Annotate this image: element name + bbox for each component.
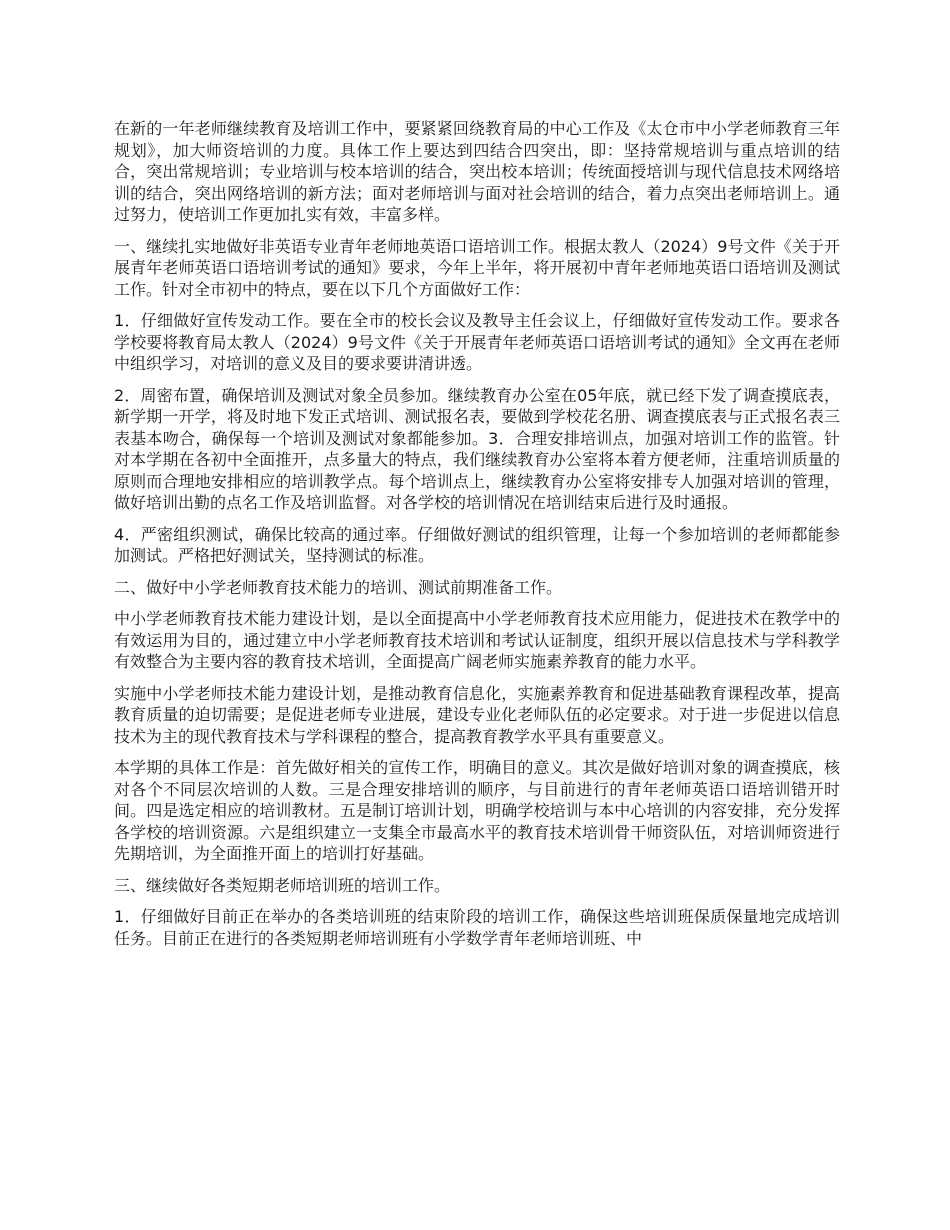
paragraph-section-1-item-1: 1．仔细做好宣传发动工作。要在全市的校长会议及教导主任会议上，仔细做好宣传发动工作。要求各学校要将教育局太教人（2024）9号文件《关于开展青年老师英语口语培训考试的通知》全文再在老师中组织学习，对培训的意义及目的要求要讲清讲透。 (114, 311, 840, 373)
paragraph-section-2-body-1: 中小学老师教育技术能力建设计划，是以全面提高中小学老师教育技术应用能力，促进技术在教学中的有效运用为目的，通过建立中小学老师教育技术培训和考试认证制度，组织开展以信息技术与学科教学有效整合为主要内容的教育技术培训，全面提高广阔老师实施素养教育的能力水平。 (114, 609, 840, 671)
paragraph-section-2-heading: 二、做好中小学老师教育技术能力的培训、测试前期准备工作。 (114, 577, 563, 597)
paragraph-section-2-body-2: 实施中小学老师技术能力建设计划，是推动教育信息化，实施素养教育和促进基础教育课程改革，提高教育质量的迫切需要；是促进老师专业进展，建设专业化老师队伍的必定要求。对于进一步促进以信息技术为主的现代教育技术与学科课程的整合，提高教育教学水平具有重要意义。 (114, 683, 840, 746)
paragraph-section-3-heading: 三、继续做好各类短期老师培训班的培训工作。 (114, 875, 451, 895)
paragraph-section-3-item-1: 1．仔细做好目前正在举办的各类培训班的结束阶段的培训工作，确保这些培训班保质保量地完成培训任务。目前正在进行的各类短期老师培训班有小学数学青年老师培训班、中 (114, 907, 840, 948)
paragraph-section-1-item-2-3: 2．周密布置，确保培训及测试对象全员参加。继续教育办公室在05年底，就已经下发了调查摸底表，新学期一开学，将及时地下发正式培训、测试报名表，要做到学校花名册、调查摸底表与正式报名表三表基本吻合，确保每一个培训及测试对象都能参加。3．合理安排培训点，加强对培训工作的监管。针对本学期在各初中全面推开，点多量大的特点，我们继续教育办公室将本着方便老师，注重培训质量的原则而合理地安排相应的培训教学点。每个培训点上，继续教育办公室将安排专人加强对培训的管理，做好培训出勤的点名工作及培训监督。对各学校的培训情况在培训结束后进行及时通报。 (114, 385, 840, 512)
paragraph-section-2-body-3: 本学期的具体工作是：首先做好相关的宣传工作，明确目的意义。其次是做好培训对象的调查摸底，核对各个不同层次培训的人数。三是合理安排培训的顺序，与目前进行的青年老师英语口语培训错开时间。四是选定相应的培训教材。五是制订培训计划，明确学校培训与本中心培训的内容安排，充分发挥各学校的培训资源。六是组织建立一支集全市最高水平的教育技术培训骨干师资队伍，对培训师资进行先期培训，为全面推开面上的培训打好基础。 (114, 758, 840, 863)
paragraph-section-1-heading: 一、继续扎实地做好非英语专业青年老师地英语口语培训工作。根据太教人（2024）9号文件《关于开展青年老师英语口语培训考试的通知》要求，今年上半年，将开展初中青年老师地英语口语培训及测试工作。针对全市初中的特点，要在以下几个方面做好工作： (114, 236, 840, 299)
document-body (114, 118, 840, 949)
paragraph-section-1-item-4: 4．严密组织测试，确保比较高的通过率。仔细做好测试的组织管理，让每一个参加培训的老师都能参加测试。严格把好测试关，坚持测试的标准。 (114, 524, 840, 565)
paragraph-intro: 在新的一年老师继续教育及培训工作中，要紧紧回绕教育局的中心工作及《太仓市中小学老师教育三年规划》，加大师资培训的力度。具体工作上要达到四结合四突出，即：坚持常规培训与重点培训的结合，突出常规培训；专业培训与校本培训的结合，突出校本培训；传统面授培训与现代信息技术网络培训的结合，突出网络培训的新方法；面对老师培训与面对社会培训的结合，着力点突出老师培训上。通过努力，使培训工作更加扎实有效，丰富多样。 (114, 119, 840, 224)
